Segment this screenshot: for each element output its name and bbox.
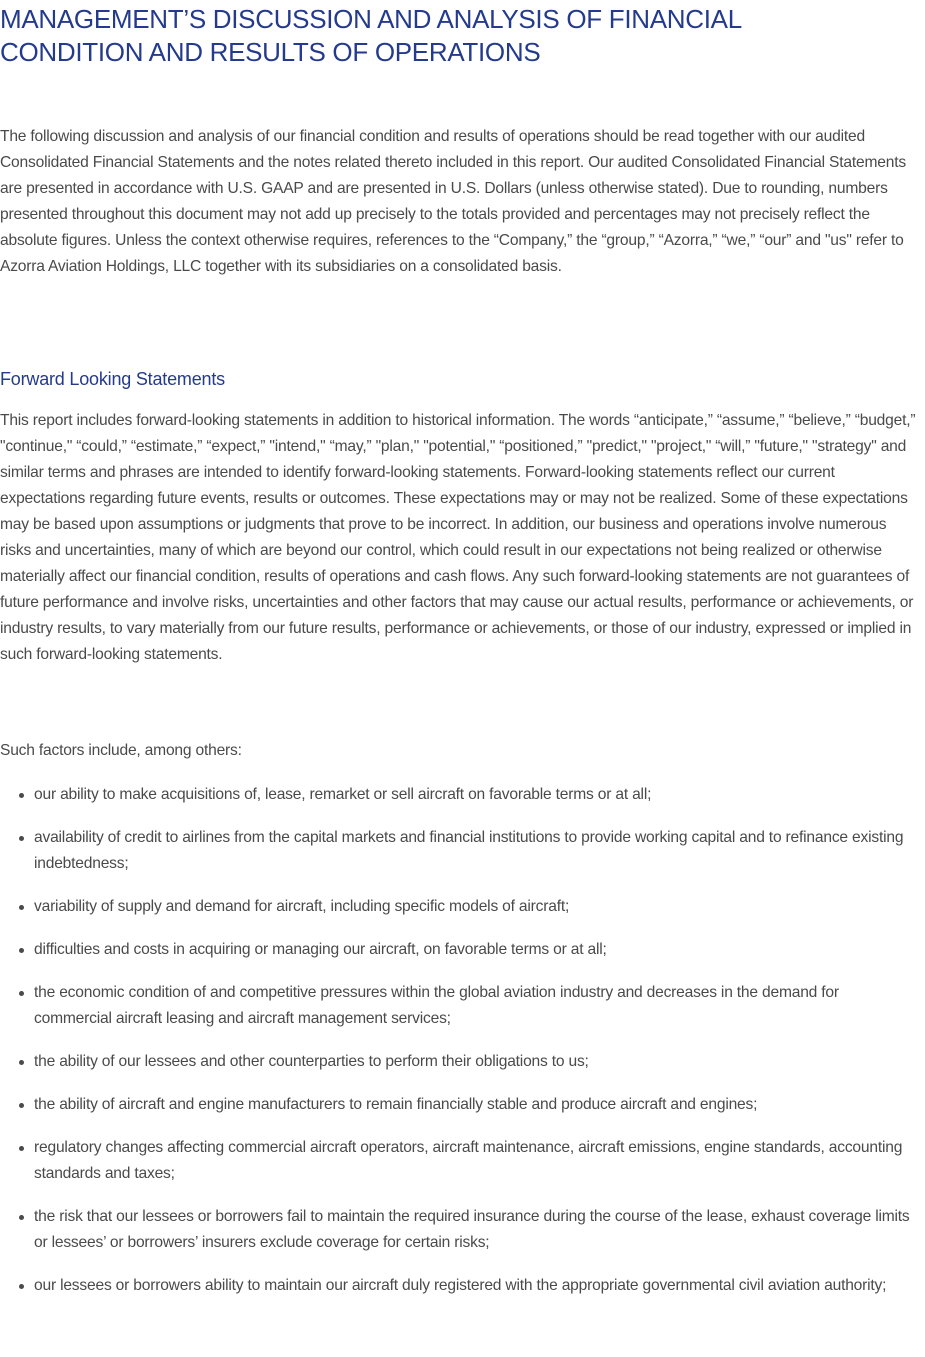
list-item-text: difficulties and costs in acquiring or managing our aircraft, on favorable terms or at all; [34,941,607,958]
list-item-text: regulatory changes affecting commercial aircraft operators, aircraft maintenance, aircraft emissions, engine standards, accounting standards and taxes; [34,1139,903,1182]
list-item [0,980,920,1032]
bullet-icon [19,1103,24,1108]
forward-looking-paragraph: This report includes forward-looking statements in addition to historical information. The words “anticipate,” “assume,” “believe,” “budget,” "continue," “could,” “estimate,” “expect,” "intend," “may,” "plan," "potential," “positioned,” "predict," "project," “will,” "future," "strategy" and similar terms and phrases are intended to identify forward-looking statements. Forward-looking statements reflect our current expectations regarding future events, results or outcomes. These expectations may or may not be realized. Some of these expectations may be based upon assumptions or judgments that prove to be incorrect. In addition, our business and operations involve numerous risks and uncertainties, many of which are beyond our control, which could result in our expectations not being realized or otherwise materially affect our financial condition, results of operations and cash flows. Any such forward-looking statements are not guarantees of future performance and involve risks, uncertainties and other factors that may cause our actual results, performance or achievements, or industry results, to vary materially from our future results, performance or achievements, or those of our industry, expressed or implied in such forward-looking statements. [0,412,916,663]
list-item-text: availability of credit to airlines from the capital markets and financial institutions to provide working capital and to refinance existing indebtedness; [34,829,904,872]
bullet-icon [19,948,24,953]
bullet-icon [19,1146,24,1151]
list-item [0,825,920,877]
page-title: MANAGEMENT’S DISCUSSION AND ANALYSIS OF FINANCIAL CONDITION AND RESULTS OF OPERATIONS [0,4,741,67]
list-item [0,1273,920,1299]
list-item [0,894,920,920]
factors-list [0,782,920,1316]
list-item [0,1204,920,1256]
list-item-text: the ability of our lessees and other counterparties to perform their obligations to us; [34,1053,589,1070]
bullet-icon [19,905,24,910]
list-item-text: variability of supply and demand for aircraft, including specific models of aircraft; [34,898,570,915]
intro-paragraph: The following discussion and analysis of our financial condition and results of operations should be read together with our audited Consolidated Financial Statements and the notes related thereto included in this report. Our audited Consolidated Financial Statements are presented in accordance with U.S. GAAP and are presented in U.S. Dollars (unless otherwise stated). Due to rounding, numbers presented throughout this document may not add up precisely to the totals provided and percentages may not precisely reflect the absolute figures. Unless the context otherwise requires, references to the “Company,” the “group,” “Azorra,” “we,” “our” and "us" refer to Azorra Aviation Holdings, LLC together with its subsidiaries on a consolidated basis. [0,128,906,275]
list-item [0,937,920,963]
bullet-icon [19,836,24,841]
bullet-icon [19,793,24,798]
list-item-text: the risk that our lessees or borrowers fail to maintain the required insurance during the course of the lease, exhaust coverage limits or lessees’ or borrowers’ insurers exclude coverage for certain risks; [34,1208,910,1251]
bullet-icon [19,991,24,996]
bullet-icon [19,1284,24,1289]
list-item [0,1049,920,1075]
list-item-text: our ability to make acquisitions of, lease, remarket or sell aircraft on favorable terms or at all; [34,786,652,803]
list-item-text: our lessees or borrowers ability to maintain our aircraft duly registered with the appropriate governmental civil aviation authority; [34,1277,887,1294]
list-item [0,782,920,808]
list-item-text: the economic condition of and competitive pressures within the global aviation industry and decreases in the demand for commercial aircraft leasing and aircraft management services; [34,984,839,1027]
list-item [0,1092,920,1118]
list-item-text: the ability of aircraft and engine manufacturers to remain financially stable and produce aircraft and engines; [34,1096,758,1113]
bullet-icon [19,1215,24,1220]
list-item [0,1135,920,1187]
section-heading-forward-looking: Forward Looking Statements [0,369,225,389]
factors-intro: Such factors include, among others: [0,742,242,759]
bullet-icon [19,1060,24,1065]
